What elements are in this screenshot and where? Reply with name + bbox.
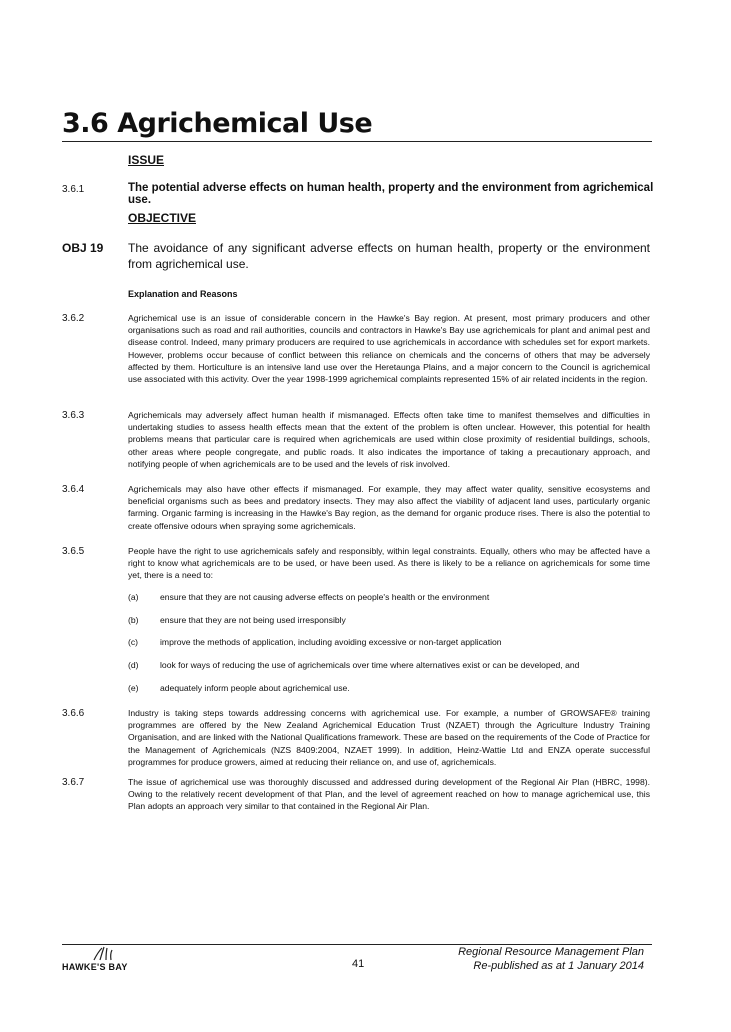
issue-text: The potential adverse effects on human health, property and the environment from agrichemical use. bbox=[128, 182, 654, 206]
list-item-letter: (a) bbox=[128, 592, 139, 602]
list-item-text: ensure that they are not causing adverse effects on people's health or the environment bbox=[160, 592, 490, 602]
paragraph-text: The issue of agrichemical use was thoroughly discussed and addressed during development of the Regional Air Plan (HBRC, 1998). Owing to the relatively recent development of that Plan, and the level of agreement reached on how to manage agrichemical use, this Plan adopts an approach very similar to that contained in the Regional Air Plan. bbox=[128, 777, 650, 812]
explanation-heading: Explanation and Reasons bbox=[128, 289, 238, 299]
paragraph-number: 3.6.2 bbox=[62, 313, 85, 324]
paragraph-number: 3.6.6 bbox=[62, 708, 85, 719]
section-title-text: Agrichemical Use bbox=[117, 108, 373, 139]
section-number: 3.6 bbox=[62, 108, 109, 139]
list-item-text: improve the methods of application, including avoiding excessive or non-target application bbox=[160, 637, 502, 647]
section-title bbox=[62, 108, 372, 139]
paragraph-number: 3.6.7 bbox=[62, 777, 85, 788]
paragraph-text: Agrichemicals may adversely affect human health if mismanaged. Effects often take time to manifest themselves and difficulties in undertaking studies to assess health effects mean that the extent of the problem is often unclear. However, this potential for health problems means that particular care is required when agrichemicals are used within close proximity of residential buildings, schools, other areas where people congregate, and public roads. It also indicates the importance of taking a precautionary approach, and notifying people of when agrichemicals are to be used and the levels of risk involved. bbox=[128, 410, 650, 469]
paragraph-text: Industry is taking steps towards addressing concerns with agrichemical use. For example, a number of GROWSAFE® training programmes are offered by the New Zealand Agrichemical Education Trust (NZAET) through the Agriculture Industry Training Organisation, and are linked with the National Qualifications framework. These are based on the requirements of the Code of Practice for the Management of Agrichemicals (NZS 8409:2004, NZAET 1999). In addition, Heinz-Wattie Ltd and ENZA operate successful programmes for produce growers, aimed at reducing their reliance on, and use of, agrichemicals. bbox=[128, 708, 650, 767]
list-item-text: adequately inform people about agrichemical use. bbox=[160, 683, 350, 693]
list-item-text: ensure that they are not being used irresponsibly bbox=[160, 615, 346, 625]
logo-text: HAWKE'S BAY bbox=[62, 962, 128, 972]
hawkes-bay-logo-icon bbox=[92, 944, 116, 962]
paragraph-text: Agrichemical use is an issue of considerable concern in the Hawke's Bay region. At present, most primary producers and other organisations such as road and rail authorities, councils and contractors in Hawke's Bay use agrichemicals for plant and animal pest and disease control. Indeed, many primary producers are required to use agrichemicals in accordance with schedules set for export markets. However, problems occur because of conflict between this reliance on chemicals and the concerns of others that may be adversely affected by them. Horticulture is an intensive land use over the Heretaunga Plains, and a major concern to the Council is agrichemical use associated with this activity. Over the year 1998-1999 agrichemical complaints represented 15% of air related incidents in the region. bbox=[128, 313, 650, 385]
paragraph-number: 3.6.5 bbox=[62, 546, 85, 557]
list-item-letter: (b) bbox=[128, 615, 139, 625]
list-item-letter: (c) bbox=[128, 637, 139, 647]
title-divider bbox=[62, 141, 652, 142]
objective-number: OBJ 19 bbox=[62, 241, 104, 255]
list-item-text: look for ways of reducing the use of agrichemicals over time where alternatives exist or can be developed, and bbox=[160, 660, 580, 670]
footer-divider bbox=[62, 944, 652, 945]
page-number: 41 bbox=[352, 958, 365, 970]
paragraph-text: Agrichemicals may also have other effects if mismanaged. For example, they may affect water quality, sensitive ecosystems and beneficial organisms such as bees and predatory insects. They may also affect the viability of adjacent land uses, particularly organic farming. Organic farming is increasing in the Hawke's Bay region, as the demand for organic produce rises. There is also the potential to create offensive odours when spraying some agrichemicals. bbox=[128, 484, 650, 531]
objective-heading: OBJECTIVE bbox=[128, 211, 197, 225]
issue-number: 3.6.1 bbox=[62, 184, 85, 195]
list-item-letter: (e) bbox=[128, 683, 139, 693]
republished-date: Re-published as at 1 January 2014 bbox=[473, 960, 644, 972]
objective-text: The avoidance of any significant adverse effects on human health, property or the environment from agrichemical use. bbox=[128, 241, 650, 271]
issue-heading: ISSUE bbox=[128, 153, 165, 167]
plan-title: Regional Resource Management Plan bbox=[458, 946, 644, 958]
paragraph-text: People have the right to use agrichemicals safely and responsibly, within legal constraints. Equally, others who may be affected have a right to know what agrichemicals are to be used, or have been used. As there is likely to be a reliance on agrichemicals for some time yet, there is a need to: bbox=[128, 546, 650, 581]
paragraph-number: 3.6.4 bbox=[62, 484, 85, 495]
paragraph-number: 3.6.3 bbox=[62, 410, 85, 421]
list-item-letter: (d) bbox=[128, 660, 139, 670]
